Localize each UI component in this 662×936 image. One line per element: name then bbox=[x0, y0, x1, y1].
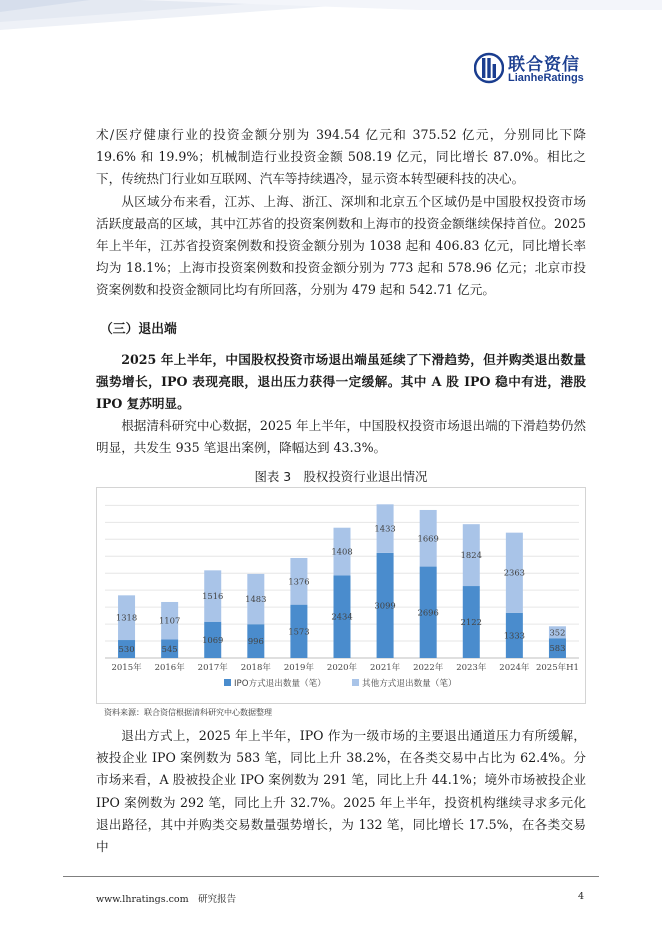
chart-source-note: 资料来源：联合资信根据清科研究中心数据整理 bbox=[104, 708, 272, 717]
data-label-ipo: 3099 bbox=[374, 600, 396, 611]
section-heading: （三）退出端 bbox=[100, 322, 177, 337]
data-label-ipo: 1069 bbox=[202, 634, 224, 645]
exit-bar-chart bbox=[96, 487, 586, 704]
company-logo bbox=[474, 50, 654, 90]
x-tick-label: 2018年 bbox=[240, 663, 271, 673]
logo-mark-icon bbox=[474, 50, 504, 86]
legend-swatch-ipo bbox=[224, 679, 231, 686]
body-text-top bbox=[96, 124, 586, 302]
x-tick-label: 2023年 bbox=[456, 663, 487, 673]
legend-label-other: 其他方式退出数量（笔） bbox=[362, 679, 457, 689]
data-label-other: 1669 bbox=[417, 533, 439, 544]
x-tick-label: 2015年 bbox=[111, 663, 142, 673]
x-tick-label: 2025年H1 bbox=[535, 663, 579, 673]
data-label-other: 1376 bbox=[288, 576, 310, 587]
paragraph: 根据清科研究中心数据，2025 年上半年，中国股权投资市场退出端的下滑趋势仍然明显，共发生 935 笔退出案例，降幅达到 43.3%。 bbox=[96, 418, 586, 456]
section-lead bbox=[96, 349, 586, 416]
footer-site-label: www.lhratings.com 研究报告 bbox=[96, 894, 237, 905]
data-label-ipo: 2434 bbox=[331, 611, 353, 622]
data-label-other: 1824 bbox=[460, 550, 482, 561]
x-tick-label: 2020年 bbox=[326, 663, 358, 673]
data-label-ipo: 996 bbox=[247, 636, 264, 647]
logo-english-name: LianheRatings bbox=[508, 72, 584, 84]
data-label-ipo: 583 bbox=[549, 643, 566, 654]
data-label-ipo: 545 bbox=[161, 643, 178, 654]
x-tick-label: 2017年 bbox=[197, 663, 228, 673]
body-text-bottom bbox=[96, 725, 586, 858]
legend-swatch-other bbox=[352, 679, 359, 686]
paragraph: 2025 年上半年，中国股权投资市场退出端虽延续了下滑趋势，但并购类退出数量强势增长，IPO 表现亮眼，退出压力获得一定缓解。其中 A 股 IPO 稳中有进，港股 IPO 复苏明显。 bbox=[96, 352, 586, 412]
data-label-other: 2363 bbox=[503, 567, 526, 578]
x-tick-label: 2016年 bbox=[154, 663, 185, 673]
data-label-other: 1318 bbox=[115, 612, 138, 623]
data-label-ipo: 2122 bbox=[460, 617, 482, 628]
section-paragraph bbox=[96, 415, 586, 459]
data-label-ipo: 1333 bbox=[503, 630, 526, 641]
x-tick-label: 2019年 bbox=[283, 663, 314, 673]
data-label-other: 352 bbox=[549, 627, 566, 638]
data-label-ipo: 2696 bbox=[417, 607, 439, 618]
paragraph: 术/医疗健康行业的投资金额分别为 394.54 亿元和 375.52 亿元，分别同比下降 19.6% 和 19.9%；机械制造行业投资金额 508.19 亿元，同比增长 87.0%。相比之下，传统热门行业如互联网、汽车等持续遇冷，显示资本转型硬科技的决心。 bbox=[96, 127, 586, 187]
data-label-ipo: 1573 bbox=[288, 626, 310, 637]
data-label-ipo: 530 bbox=[118, 644, 135, 655]
legend-label-ipo: IPO方式退出数量（笔） bbox=[234, 679, 326, 689]
data-label-other: 1408 bbox=[331, 546, 353, 557]
x-tick-label: 2024年 bbox=[499, 663, 530, 673]
x-tick-label: 2021年 bbox=[370, 663, 401, 673]
data-label-other: 1483 bbox=[245, 594, 267, 605]
logo-chinese-name: 联合资信 bbox=[508, 55, 580, 75]
page-number: 4 bbox=[578, 891, 585, 902]
chart-svg bbox=[97, 488, 587, 705]
paragraph: 从区域分布来看，江苏、上海、浙江、深圳和北京五个区域仍是中国股权投资市场活跃度最高的区域，其中江苏省的投资案例数和上海市的投资金额继续保持首位。2025 年上半年，江苏省投资案例数和投资金额分别为 1038 起和 406.83 亿元，同比增长率均为 18.1%；上海市投资案例数和投资金额分别为 773 起和 578.96 亿元；北京市投资案例数和投资金额同比均有所回落，分别为 479 起和 542.71 亿元。 bbox=[96, 193, 586, 298]
data-label-other: 1433 bbox=[374, 523, 396, 534]
figure-title: 图表 3 股权投资行业退出情况 bbox=[254, 469, 428, 484]
data-label-other: 1516 bbox=[202, 591, 224, 602]
data-label-other: 1107 bbox=[158, 615, 181, 626]
x-tick-label: 2022年 bbox=[413, 663, 444, 673]
paragraph: 退出方式上，2025 年上半年，IPO 作为一级市场的主要退出通道压力有所缓解，被投企业 IPO 案例数为 583 笔，同比上升 38.2%，在各类交易中占比为 62.4%。分市场来看，A 股被投企业 IPO 案例数为 291 笔，同比上升 44.1%；境外市场被投企业 IPO 案例数为 292 笔，同比上升 32.7%。2025 年上半年，投资机构继续寻求多元化退出路径，其中并购类交易数量强势增长，为 132 笔，同比增长 17.5%，在各类交易中 bbox=[96, 728, 586, 855]
footer-divider bbox=[63, 876, 599, 877]
